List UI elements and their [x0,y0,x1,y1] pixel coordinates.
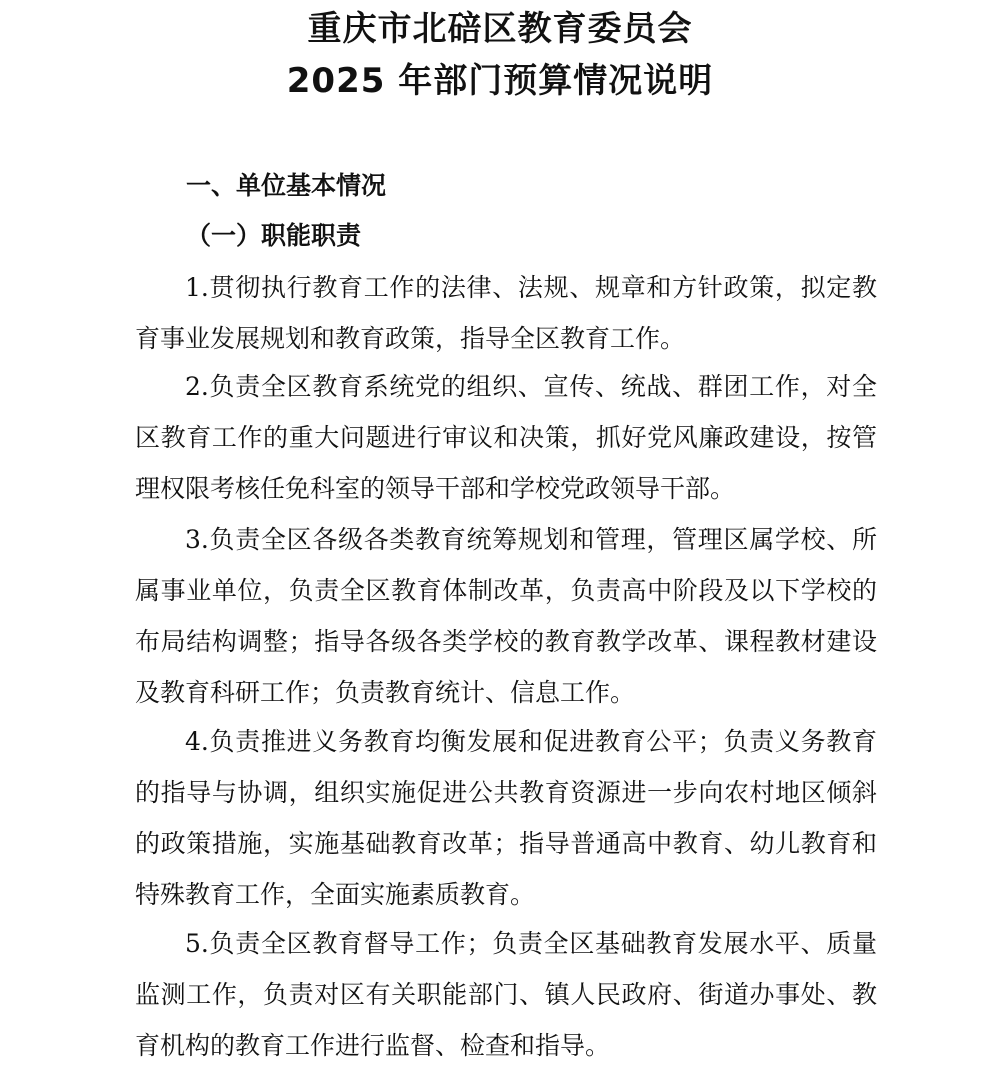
duty-paragraph-2: 2.负责全区教育系统党的组织、宣传、统战、群团工作，对全区教育工作的重大问题进行审议和决策，抓好党风廉政建设，按管理权限考核任免科室的领导干部和学校党政领导干部。 [135,372,877,503]
section-heading: 一、单位基本情况 [186,171,387,200]
duty-paragraph-5: 5.负责全区教育督导工作；负责全区基础教育发展水平、质量监测工作，负责对区有关职能部门、镇人民政府、街道办事处、教育机构的教育工作进行监督、检查和指导。 [135,929,877,1060]
document-title-line-1: 重庆市北碚区教育委员会 [307,9,693,49]
duty-paragraph-1: 1.贯彻执行教育工作的法律、法规、规章和方针政策，拟定教育事业发展规划和教育政策，指导全区教育工作。 [135,273,877,353]
document-title-line-2: 2025 年部门预算情况说明 [286,61,714,101]
duty-paragraph-4: 4.负责推进义务教育均衡发展和促进教育公平；负责义务教育的指导与协调，组织实施促进公共教育资源进一步向农村地区倾斜的政策措施，实施基础教育改革；指导普通高中教育、幼儿教育和特殊教育工作，全面实施素质教育。 [135,727,877,909]
subsection-heading: （一）职能职责 [186,221,362,250]
duty-paragraph-3: 3.负责全区各级各类教育统筹规划和管理，管理区属学校、所属事业单位，负责全区教育体制改革，负责高中阶段及以下学校的布局结构调整；指导各级各类学校的教育教学改革、课程教材建设及教育科研工作；负责教育统计、信息工作。 [135,525,877,707]
